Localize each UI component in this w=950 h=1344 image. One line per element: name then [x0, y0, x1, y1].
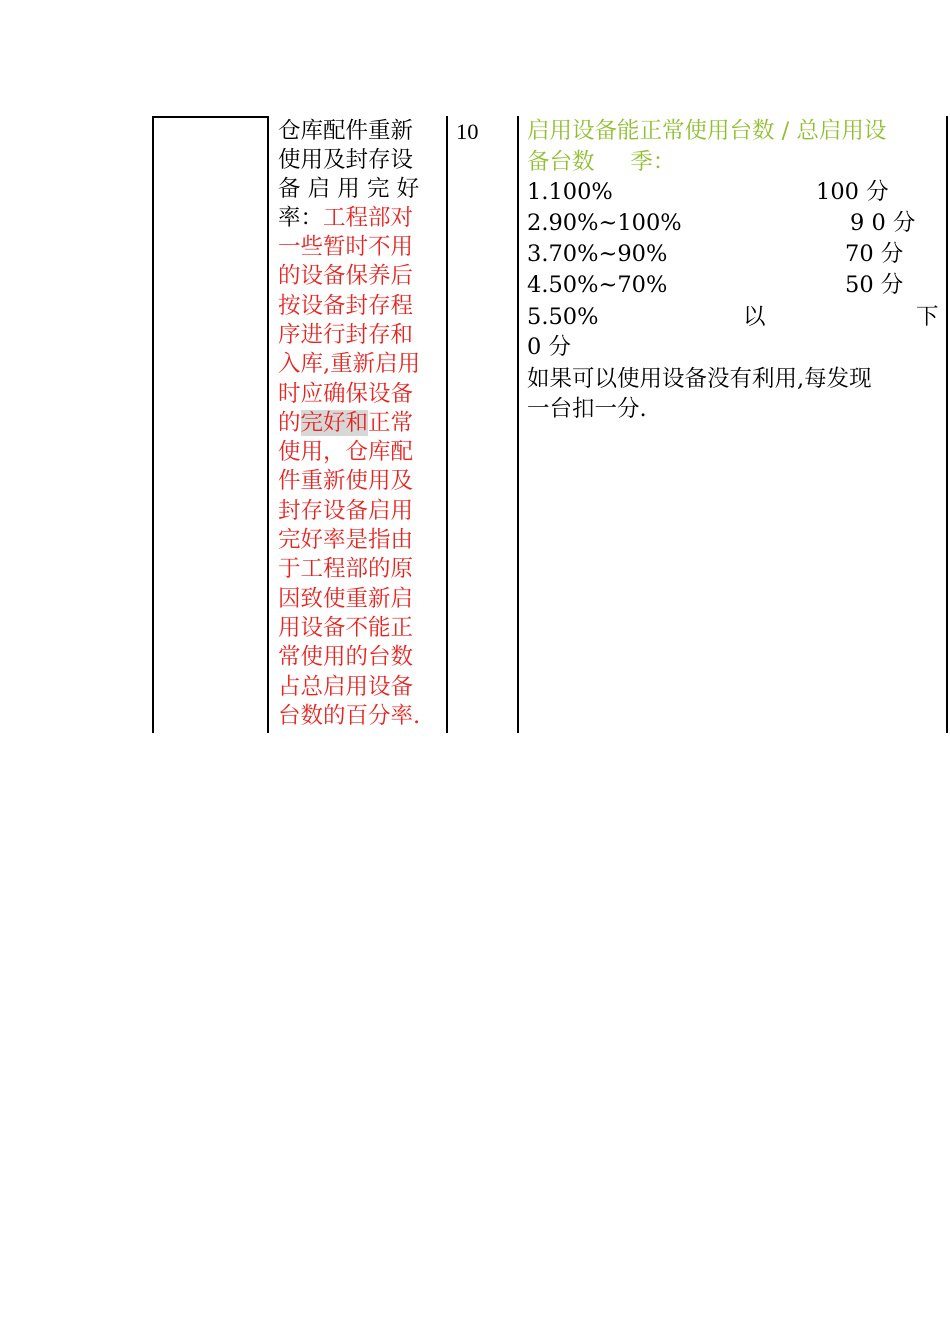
desc-line: 时应确保设备 — [278, 381, 414, 407]
score-row — [527, 302, 939, 333]
score-row — [527, 270, 939, 301]
desc-line: 备 启 用 完 好 — [278, 176, 420, 202]
score-continuation: 0 分 — [527, 334, 571, 360]
desc-line: 入库,重新启用 — [278, 351, 421, 377]
desc-line: 按设备封存程 — [278, 293, 414, 319]
table-border-top — [152, 116, 268, 118]
desc-line: 使用及封存设 — [278, 147, 414, 173]
desc-line: 台数的百分率. — [278, 703, 421, 729]
score-row — [527, 239, 939, 270]
score-points: 100 分 — [816, 179, 889, 205]
score-range: 5.50% — [527, 304, 599, 330]
desc-text: 的 — [278, 410, 301, 436]
score-points: 50 分 — [845, 272, 904, 298]
score-points: 下 — [916, 304, 939, 330]
desc-line — [278, 204, 413, 233]
weight-value: 10 — [456, 119, 479, 144]
score-mid: 以 — [743, 304, 766, 330]
desc-line: 使用，仓库配 — [278, 439, 414, 465]
desc-line: 件重新使用及 — [278, 468, 414, 494]
column-divider-3 — [517, 116, 519, 733]
desc-red-text: 工程部对 — [323, 205, 414, 231]
desc-line: 常使用的台数 — [278, 644, 414, 670]
desc-line: 一些暂时不用 — [278, 234, 414, 260]
score-range: 2.90%~100% — [527, 210, 682, 236]
score-row — [527, 208, 939, 239]
desc-line: 用设备不能正 — [278, 615, 414, 641]
score-points: 70 分 — [845, 241, 904, 267]
desc-line: 封存设备启用 — [278, 498, 414, 524]
score-row — [527, 177, 939, 208]
desc-line: 的设备保养后 — [278, 263, 414, 289]
desc-text: 正常 — [368, 410, 414, 436]
desc-line: 序进行封存和 — [278, 322, 414, 348]
desc-label: 率： — [278, 205, 324, 231]
desc-line: 因致使重新启 — [278, 586, 414, 612]
desc-line — [278, 409, 413, 438]
note-line: 如果可以使用设备没有利用,每发现 — [527, 366, 872, 392]
desc-line: 完好率是指由 — [278, 527, 414, 553]
desc-line: 于工程部的原 — [278, 556, 414, 582]
score-range: 4.50%~70% — [527, 272, 668, 298]
formula-line: 备台数 季： — [527, 149, 676, 175]
column-divider-1 — [267, 116, 269, 733]
score-range: 3.70%~90% — [527, 241, 668, 267]
table-border-left — [152, 116, 154, 733]
highlighted-text: 完好和 — [300, 410, 369, 436]
score-points: 9 0 分 — [850, 210, 916, 236]
table-border-right — [946, 116, 948, 733]
score-range: 1.100% — [527, 179, 613, 205]
desc-line: 仓库配件重新 — [278, 118, 414, 144]
column-divider-2 — [446, 116, 448, 733]
note-line: 一台扣一分. — [527, 396, 647, 422]
desc-line: 占总启用设备 — [278, 674, 414, 700]
formula-line: 启用设备能正常使用台数 / 总启用设 — [527, 118, 887, 144]
